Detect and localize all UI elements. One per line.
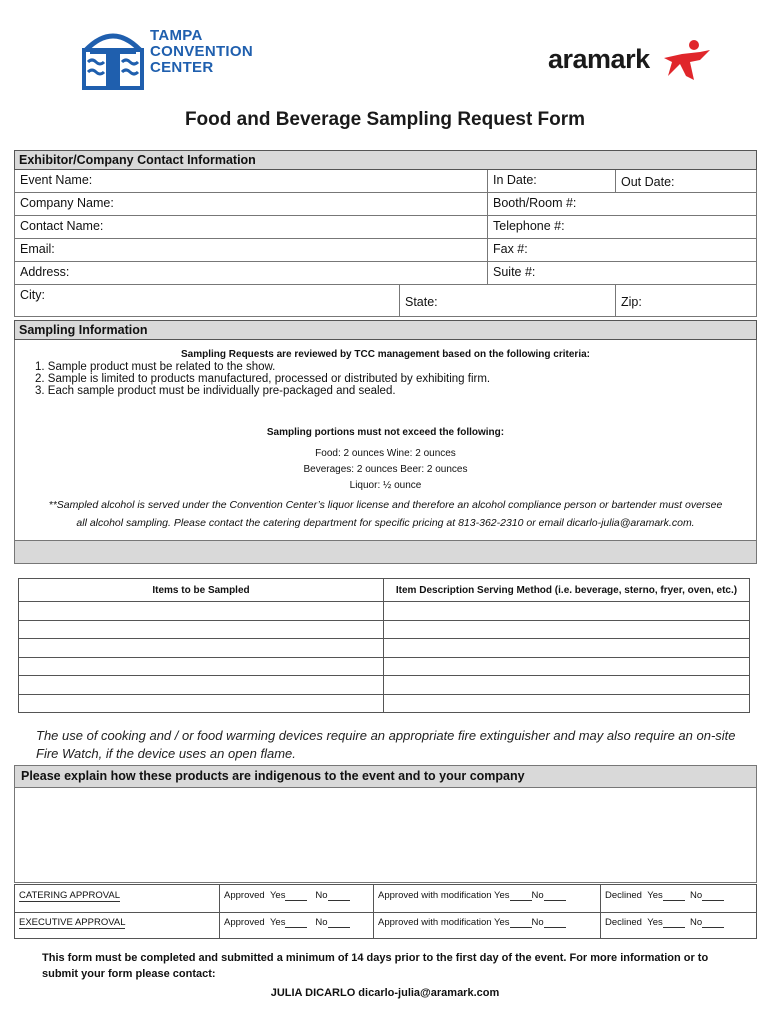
tcc-emblem-icon <box>80 26 146 90</box>
row-address <box>14 262 757 285</box>
item-cell[interactable] <box>19 694 384 713</box>
sampling-info-box <box>14 320 757 542</box>
executive-approved-mod-cell[interactable]: Approved with modification Yes No <box>373 912 600 939</box>
catering-approval-label: CATERING APPROVAL <box>19 890 121 901</box>
aramark-logo <box>548 36 718 86</box>
item-cell[interactable] <box>19 602 384 621</box>
criteria-item: 2. Sample is limited to products manufactured, processed or distributed by exhibiting firm. <box>35 373 491 385</box>
separator-band <box>14 540 757 564</box>
city-field[interactable]: City: <box>20 288 45 302</box>
form-title: Food and Beverage Sampling Request Form <box>184 109 586 130</box>
row-company <box>14 193 757 216</box>
fax-field[interactable]: Fax #: <box>487 239 756 261</box>
alcohol-note-line: all alcohol sampling. Please contact the catering department for specific pricing at 813-362-2310 or email dicarlo-julia@aramark.com. <box>76 517 695 529</box>
out-date-field[interactable]: Out Date: <box>615 170 756 192</box>
catering-declined-cell[interactable]: Declined Yes No <box>600 885 756 912</box>
criteria-list <box>35 361 490 397</box>
description-cell[interactable] <box>384 657 750 676</box>
telephone-field[interactable]: Telephone #: <box>487 216 756 238</box>
description-cell[interactable] <box>384 602 750 621</box>
row-event <box>14 170 757 193</box>
row-city <box>14 285 757 317</box>
table-row <box>19 676 750 695</box>
criteria-item: 3. Each sample product must be individually pre-packaged and sealed. <box>35 385 396 397</box>
address-field[interactable]: Address: <box>20 265 70 279</box>
approval-table <box>14 884 757 939</box>
suite-field[interactable]: Suite #: <box>487 262 756 284</box>
table-row <box>19 620 750 639</box>
aramark-star-icon <box>660 38 712 84</box>
sampling-section-heading: Sampling Information <box>14 320 757 340</box>
criteria-heading: Sampling Requests are reviewed by TCC management based on the following criteria: <box>181 349 590 360</box>
catering-approved-mod-cell[interactable]: Approved with modification Yes No <box>373 885 600 912</box>
alcohol-note-line: **Sampled alcohol is served under the Convention Center’s liquor license and therefore an alcohol compliance person or bartender must oversee <box>48 499 723 511</box>
table-row <box>19 657 750 676</box>
explain-textarea[interactable] <box>15 788 756 882</box>
description-column-header: Item Description Serving Method (i.e. beverage, sterno, fryer, oven, etc.) <box>384 579 750 602</box>
description-cell[interactable] <box>384 620 750 639</box>
portion-line: Food: 2 ounces Wine: 2 ounces <box>315 448 456 459</box>
tampa-convention-center-logo <box>80 26 254 92</box>
item-cell[interactable] <box>19 676 384 695</box>
executive-approval-label: EXECUTIVE APPROVAL <box>19 917 126 928</box>
in-date-field[interactable]: In Date: <box>487 170 615 192</box>
footer-note: This form must be completed and submitted a minimum of 14 days prior to the first day of the event. For more information or to submit your form please contact: <box>42 952 709 980</box>
booth-room-field[interactable]: Booth/Room #: <box>487 193 756 215</box>
catering-approval-row <box>15 885 756 913</box>
portion-line: Liquor: ½ ounce <box>349 480 422 491</box>
portion-line: Beverages: 2 ounces Beer: 2 ounces <box>303 464 468 475</box>
items-table <box>18 578 750 713</box>
table-row <box>19 694 750 713</box>
row-email <box>14 239 757 262</box>
table-row <box>19 639 750 658</box>
description-cell[interactable] <box>384 694 750 713</box>
email-field[interactable]: Email: <box>20 242 55 256</box>
description-cell[interactable] <box>384 676 750 695</box>
items-column-header: Items to be Sampled <box>19 579 384 602</box>
explain-heading: Please explain how these products are indigenous to the event and to your company <box>15 766 756 788</box>
portions-heading: Sampling portions must not exceed the following: <box>266 427 505 438</box>
aramark-wordmark: aramark <box>548 44 650 74</box>
executive-approval-row <box>15 912 756 939</box>
description-cell[interactable] <box>384 639 750 658</box>
table-row <box>19 602 750 621</box>
fire-extinguisher-note: The use of cooking and / or food warming devices require an appropriate fire extinguisher and may also require an on-site Fire Watch, if the device uses an open flame. <box>36 728 736 761</box>
item-cell[interactable] <box>19 620 384 639</box>
catering-approved-cell[interactable]: Approved Yes No <box>219 885 373 912</box>
zip-field[interactable]: Zip: <box>615 285 756 316</box>
row-contact <box>14 216 757 239</box>
item-cell[interactable] <box>19 657 384 676</box>
contact-name-field[interactable]: Contact Name: <box>20 219 104 233</box>
tcc-logo-text: TAMPA CONVENTION CENTER <box>150 27 254 76</box>
contact-section-heading: Exhibitor/Company Contact Information <box>14 150 757 170</box>
company-name-field[interactable]: Company Name: <box>20 196 114 210</box>
event-name-field[interactable]: Event Name: <box>20 173 93 187</box>
executive-declined-cell[interactable]: Declined Yes No <box>600 912 756 939</box>
state-field[interactable]: State: <box>399 285 615 316</box>
executive-approved-cell[interactable]: Approved Yes No <box>219 912 373 939</box>
criteria-item: 1. Sample product must be related to the show. <box>35 361 276 373</box>
item-cell[interactable] <box>19 639 384 658</box>
explain-box <box>14 765 757 883</box>
footer-contact: JULIA DICARLO dicarlo-julia@aramark.com <box>270 987 500 999</box>
